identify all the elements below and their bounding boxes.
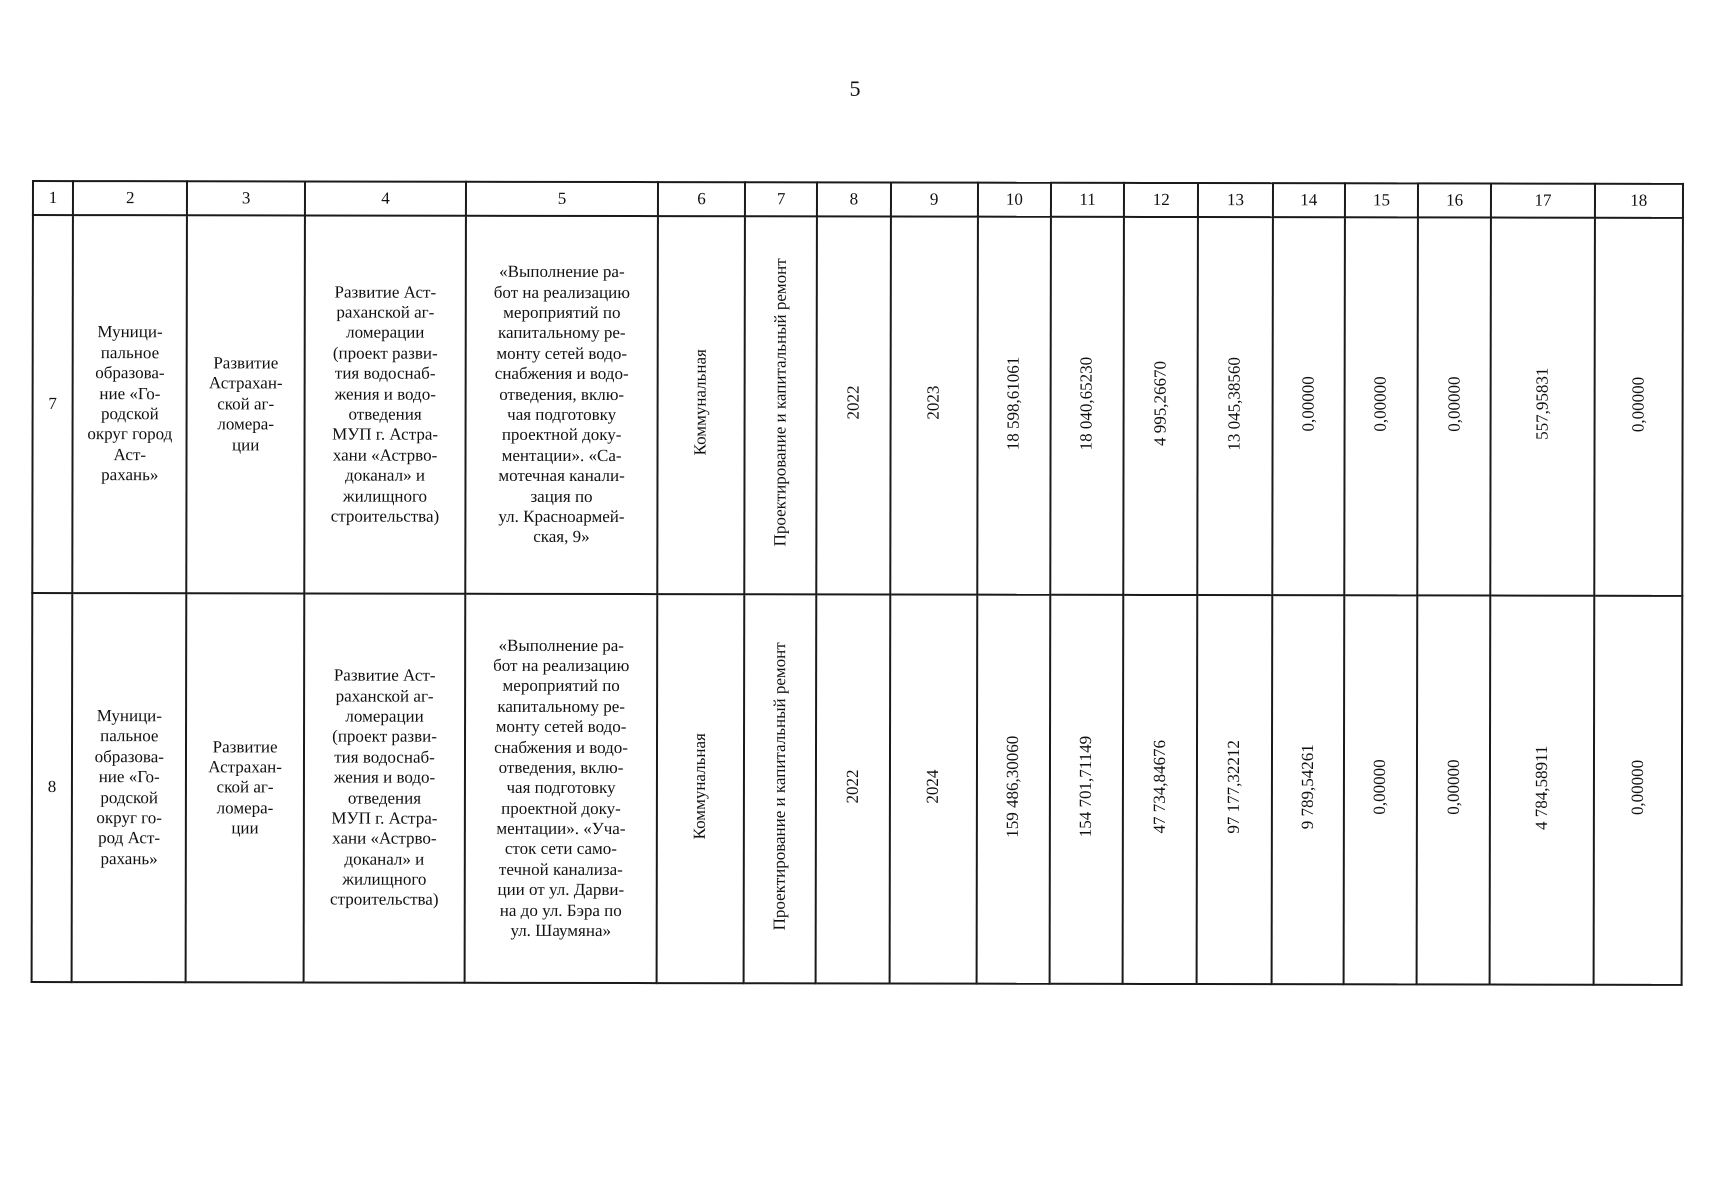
value-cell [1594, 218, 1683, 596]
infrastructure-type-text: Коммунальная [690, 349, 710, 456]
value-cell [1123, 595, 1198, 984]
row-number: 8 [32, 593, 73, 982]
value-cell [1417, 595, 1491, 984]
value-cell [1197, 595, 1272, 984]
municipality-text: Муници- пальное образова- ние «Го- родской округ город Аст- рахань» [87, 322, 173, 485]
value-cell [1490, 596, 1594, 985]
value-col-15: 0,00000 [1370, 759, 1390, 815]
column-header: 4 [305, 181, 467, 215]
value-cell [1198, 217, 1273, 595]
work-type-text: Проектирование и капитальный ремонт [770, 258, 790, 547]
infrastructure-type-text: Коммунальная [690, 732, 710, 840]
value-col-18: 0,00000 [1628, 376, 1648, 432]
value-cell [1050, 217, 1124, 595]
value-col-12: 47 734,84676 [1150, 739, 1170, 834]
municipality-cell [72, 593, 187, 982]
column-header: 7 [745, 182, 817, 216]
row-number: 7 [32, 215, 73, 593]
infrastructure-type-cell [656, 594, 744, 983]
project-cell [186, 593, 304, 982]
program-cell [303, 593, 465, 982]
value-col-16: 0,00000 [1444, 376, 1464, 432]
value-col-12: 4 995,26670 [1150, 360, 1170, 446]
column-header: 1 [33, 181, 73, 215]
column-header: 10 [978, 183, 1051, 217]
program-text: Развитие Аст- раханской аг- ломерации (проект разви- тия водоснаб- жения и водо- отведения МУП г. Астра- хани «Астрво- доканал» и жилищного строительства) [330, 665, 439, 910]
column-header: 8 [817, 182, 890, 216]
column-header: 17 [1491, 184, 1594, 218]
value-col-14: 0,00000 [1298, 375, 1318, 432]
end-year: 2023 [923, 385, 943, 420]
value-cell [1272, 217, 1345, 595]
column-header: 2 [73, 181, 187, 215]
value-col-15: 0,00000 [1370, 376, 1390, 432]
value-col-13: 13 045,38560 [1224, 356, 1245, 451]
column-header: 6 [658, 182, 745, 216]
value-col-18: 0,00000 [1627, 759, 1647, 816]
value-cell [1343, 595, 1417, 984]
column-header: 9 [890, 182, 977, 216]
program-cell [304, 215, 466, 593]
value-cell [1491, 218, 1595, 596]
infrastructure-type-cell [657, 216, 745, 594]
table-header-row [33, 181, 1683, 218]
work-type-text: Проектирование и капитальный ремонт [769, 642, 790, 931]
table-row [32, 593, 1683, 985]
event-text: «Выполнение ра- бот на реализацию мероприятий по капитальному ре- монту сетей водо- снабжения и водо- отведения, вклю- чая подготовку проектной доку- ментации». «Уча- сток сети само- течной канализа- ции от ул. Дарви- на до ул. Бэра по ул. Шаумяна» [493, 635, 630, 941]
column-header: 12 [1124, 183, 1198, 217]
value-col-13: 97 177,32212 [1224, 740, 1244, 834]
column-header: 14 [1273, 183, 1345, 217]
column-header: 3 [187, 181, 304, 215]
value-cell [976, 595, 1050, 984]
end-year-cell [889, 594, 977, 983]
start-year: 2022 [843, 385, 863, 420]
value-col-14: 9 789,54261 [1297, 744, 1317, 830]
column-header: 15 [1345, 183, 1418, 217]
column-header: 11 [1051, 183, 1124, 217]
value-cell [1344, 217, 1418, 595]
value-col-17: 557,95831 [1532, 367, 1552, 441]
column-header: 16 [1418, 183, 1491, 217]
project-text: Развитие Астрахан- ской аг- ломера- ции [208, 353, 283, 454]
value-cell [1124, 217, 1199, 595]
value-col-11: 18 040,65230 [1076, 356, 1097, 450]
municipality-cell [72, 215, 187, 593]
column-header: 13 [1198, 183, 1272, 217]
event-cell [465, 594, 657, 983]
end-year: 2024 [922, 769, 942, 804]
start-year: 2022 [842, 769, 862, 804]
document-table [31, 180, 1684, 986]
value-col-16: 0,00000 [1443, 759, 1463, 815]
start-year-cell [817, 216, 891, 594]
table-row [32, 215, 1683, 596]
value-cell [1417, 217, 1491, 595]
work-type-cell [744, 216, 817, 594]
value-cell [1593, 596, 1682, 985]
value-col-10: 18 598,61061 [1003, 356, 1023, 450]
start-year-cell [816, 594, 890, 983]
event-text: «Выполнение ра- бот на реализацию мероприятий по капитальному ре- монту сетей водо- снабжения и водо- отведения, вклю- чая подготовку проектной доку- ментации». «Са- мотечная канали- зация по ул. Красноармей- ская, 9» [493, 262, 630, 547]
column-header: 18 [1595, 184, 1683, 218]
event-cell [466, 216, 658, 594]
project-text: Развитие Астрахан- ской аг- ломера- ции [208, 736, 282, 838]
value-col-17: 4 784,58911 [1531, 745, 1551, 830]
value-cell [1271, 595, 1344, 984]
municipality-text: Муници- пальное образова- ние «Го- родской округ го- род Аст- рахань» [94, 706, 164, 868]
value-cell [1050, 595, 1124, 984]
value-col-11: 154 701,71149 [1076, 735, 1096, 838]
project-cell [187, 215, 305, 593]
program-text: Развитие Аст- раханской аг- ломерации (проект разви- тия водоснаб- жения и водо- отведения МУП г. Астра- хани «Астрво- доканал» и жилищного строительства) [330, 282, 440, 526]
value-cell [977, 217, 1051, 595]
page-number: 5 [849, 76, 861, 101]
work-type-cell [744, 594, 817, 983]
column-header: 5 [466, 182, 658, 216]
value-col-10: 159 486,30060 [1003, 735, 1023, 838]
end-year-cell [890, 216, 978, 594]
